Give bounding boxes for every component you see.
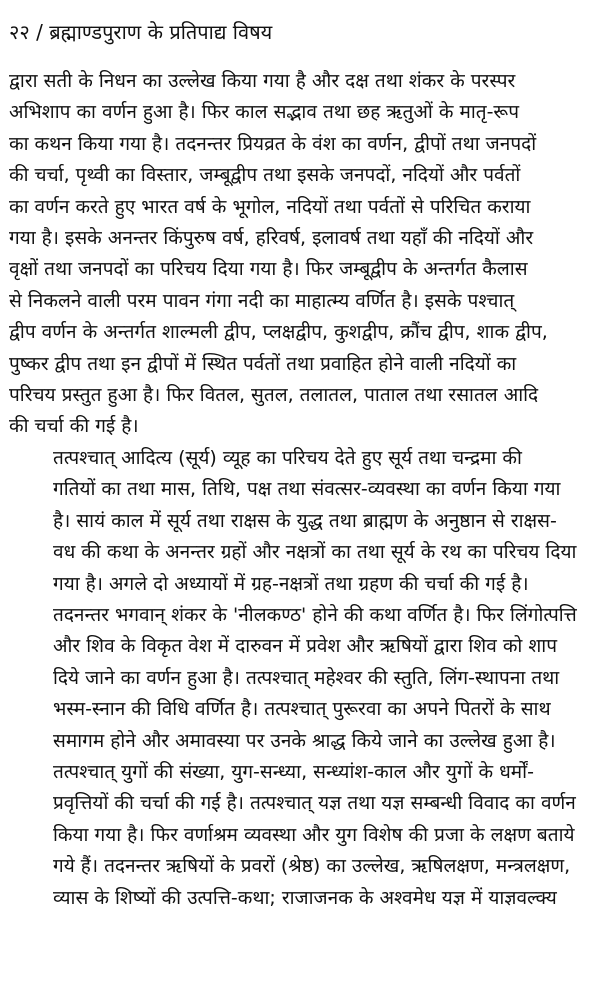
text-line: की चर्चा, पृथ्वी का विस्तार, जम्बूद्वीप तथा इसके जनपदों, नदियों और पर्वतों <box>9 164 521 187</box>
text-line: द्वीप वर्णन के अन्तर्गत शाल्मली द्वीप, प्लक्षद्वीप, कुशद्वीप, क्रौंच द्वीप, शाक द्वीप, <box>9 321 548 344</box>
paragraph-1 <box>9 66 592 443</box>
paragraph-2 <box>9 443 592 914</box>
text-line: तत्पश्चात् आदित्य (सूर्य) व्यूह का परिचय देते हुए सूर्य तथा चन्द्रमा की <box>53 446 522 469</box>
text-line: गतियों का तथा मास, तिथि, पक्ष तथा संवत्सर-व्यवस्था का वर्णन किया गया <box>53 478 561 501</box>
text-line: गये हैं। तदनन्तर ऋषियों के प्रवरों (श्रेष्ठ) का उल्लेख, ऋषिलक्षण, मन्त्रलक्षण, <box>53 855 571 878</box>
text-line: तदनन्तर भगवान् शंकर के 'नीलकण्ठ' होने की कथा वर्णित है। फिर लिंगोत्पत्ति <box>53 603 577 626</box>
text-line: किया गया है। फिर वर्णाश्रम व्यवस्था और युग विशेष की प्रजा के लक्षण बताये <box>53 823 575 846</box>
body-text <box>9 66 592 914</box>
text-line: व्यास के शिष्यों की उत्पत्ति-कथा; राजाजनक के अश्वमेध यज्ञ में याज्ञवल्क्य <box>53 886 557 909</box>
text-line: की चर्चा की गई है। <box>9 415 139 438</box>
text-line: द्वारा सती के निधन का उल्लेख किया गया है और दक्ष तथा शंकर के परस्पर <box>9 70 516 92</box>
text-line: से निकलने वाली परम पावन गंगा नदी का माहात्म्य वर्णित है। इसके पश्चात् <box>9 289 515 312</box>
text-line: और शिव के विकृत वेश में दारुवन में प्रवेश और ऋषियों द्वारा शिव को शाप <box>53 635 557 658</box>
text-line: तत्पश्चात् युगों की संख्या, युग-सन्ध्या, सन्ध्यांश-काल और युगों के धर्मों- <box>53 760 534 783</box>
text-line: का वर्णन करते हुए भारत वर्ष के भूगोल, नदियों तथा पर्वतों से परिचित कराया <box>9 195 531 218</box>
text-line: अभिशाप का वर्णन हुआ है। फिर काल सद्भाव तथा छह ऋतुओं के मातृ-रूप <box>9 101 519 124</box>
text-line: प्रवृत्तियों की चर्चा की गई है। तत्पश्चात् यज्ञ तथा यज्ञ सम्बन्धी विवाद का वर्णन <box>53 792 576 815</box>
text-line: भस्म-स्नान की विधि वर्णित है। तत्पश्चात् पुरूरवा का अपने पितरों के साथ <box>53 698 551 721</box>
text-line: वध की कथा के अनन्तर ग्रहों और नक्षत्रों का तथा सूर्य के रथ का परिचय दिया <box>53 541 577 564</box>
text-line: गया है। इसके अनन्तर किंपुरुष वर्ष, हरिवर्ष, इलावर्ष तथा यहाँ की नदियों और <box>9 227 534 250</box>
text-line: गया है। अगले दो अध्यायों में ग्रह-नक्षत्रों तथा ग्रहण की चर्चा की गई है। <box>53 572 529 595</box>
text-line: दिये जाने का वर्णन हुआ है। तत्पश्चात् महेश्वर की स्तुति, लिंग-स्थापना तथा <box>53 666 560 689</box>
text-line: का कथन किया गया है। तदनन्तर प्रियव्रत के वंश का वर्णन, द्वीपों तथा जनपदों <box>9 132 537 155</box>
text-line: पुष्कर द्वीप तथा इन द्वीपों में स्थित पर्वतों तथा प्रवाहित होने वाली नदियों का <box>9 352 517 375</box>
text-line: समागम होने और अमावस्या पर उनके श्राद्ध किये जाने का उल्लेख हुआ है। <box>53 729 556 752</box>
running-header: २२ / ब्रह्माण्डपुराण के प्रतिपाद्य विषय <box>9 20 273 44</box>
text-line: वृक्षों तथा जनपदों का परिचय दिया गया है। फिर जम्बूद्वीप के अन्तर्गत कैलास <box>9 258 528 281</box>
text-line: परिचय प्रस्तुत हुआ है। फिर वितल, सुतल, तलातल, पाताल तथा रसातल आदि <box>9 384 539 407</box>
text-line: है। सायं काल में सूर्य तथा राक्षस के युद्ध तथा ब्राह्मण के अनुष्ठान से राक्षस- <box>53 509 557 532</box>
